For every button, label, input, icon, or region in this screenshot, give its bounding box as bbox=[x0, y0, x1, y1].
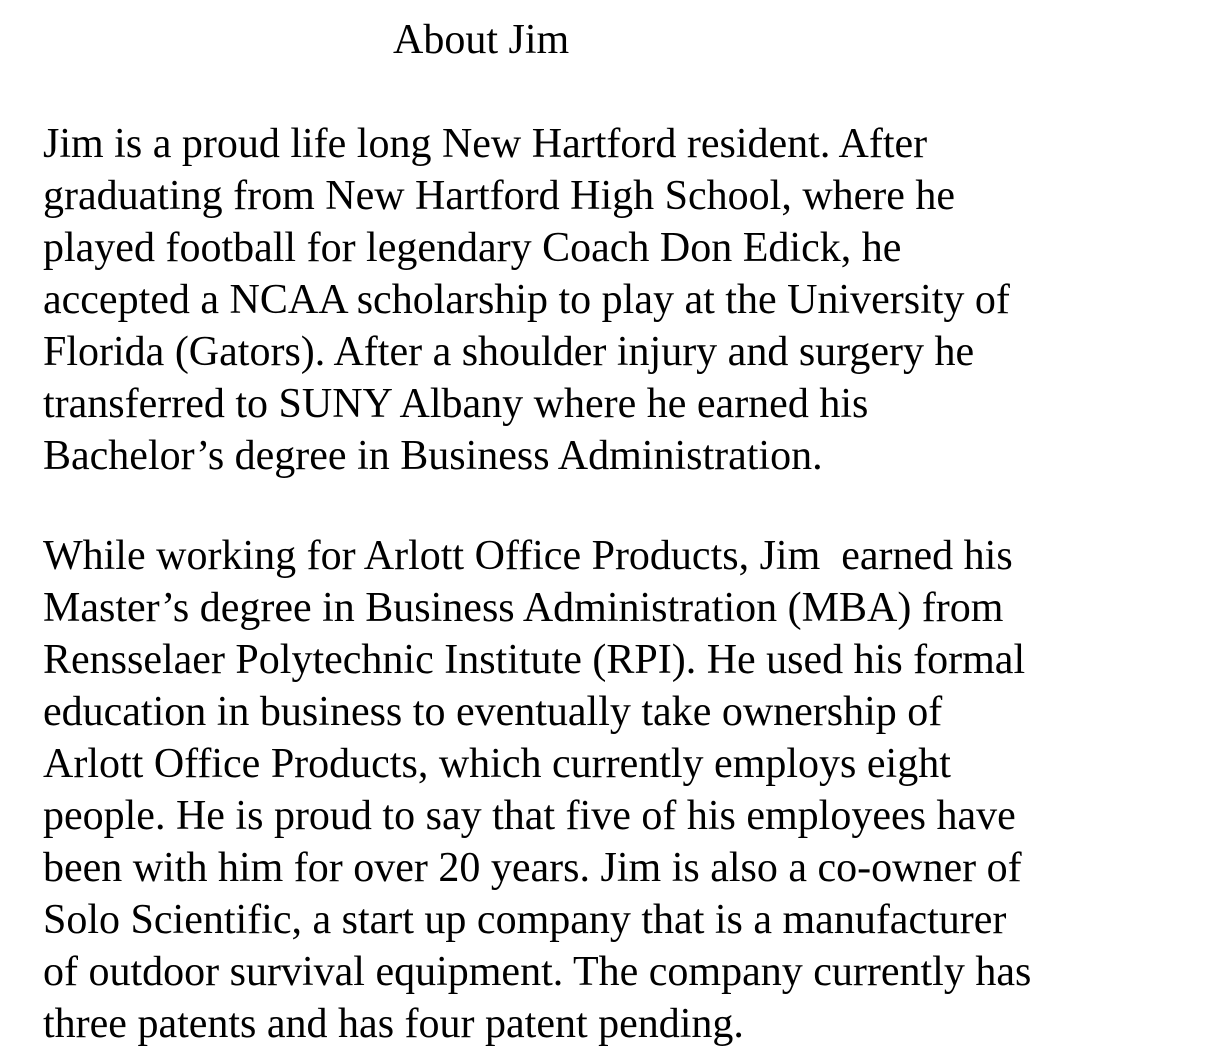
paragraph-line: transferred to SUNY Albany where he earned his bbox=[43, 381, 869, 427]
paragraph-line: of outdoor survival equipment. The company currently has bbox=[43, 949, 1032, 995]
paragraph-line: While working for Arlott Office Products, Jim earned his bbox=[43, 533, 1013, 579]
paragraph-line: people. He is proud to say that five of his employees have bbox=[43, 793, 1016, 839]
paragraph-line: three patents and has four patent pending. bbox=[43, 1001, 744, 1047]
paragraph-line: education in business to eventually take ownership of bbox=[43, 689, 943, 735]
paragraph-line: Rensselaer Polytechnic Institute (RPI). He used his formal bbox=[43, 637, 1026, 683]
paragraph-line: Florida (Gators). After a shoulder injury and surgery he bbox=[43, 329, 975, 375]
paragraph-line: graduating from New Hartford High School, where he bbox=[43, 173, 956, 219]
paragraph-line: accepted a NCAA scholarship to play at the University of bbox=[43, 277, 1010, 323]
page-title: About Jim bbox=[393, 17, 570, 63]
paragraph-line: played football for legendary Coach Don Edick, he bbox=[43, 225, 902, 271]
paragraph-education bbox=[43, 118, 1010, 482]
paragraph-line: Jim is a proud life long New Hartford resident. After bbox=[43, 121, 928, 167]
paragraph-career bbox=[43, 530, 1031, 1050]
paragraph-line: Arlott Office Products, which currently employs eight bbox=[43, 741, 951, 787]
paragraph-line: Solo Scientific, a start up company that is a manufacturer bbox=[43, 897, 1007, 943]
paragraph-line: been with him for over 20 years. Jim is also a co-owner of bbox=[43, 845, 1022, 891]
paragraph-line: Bachelor’s degree in Business Administration. bbox=[43, 433, 823, 479]
paragraph-line: Master’s degree in Business Administration (MBA) from bbox=[43, 585, 1004, 631]
